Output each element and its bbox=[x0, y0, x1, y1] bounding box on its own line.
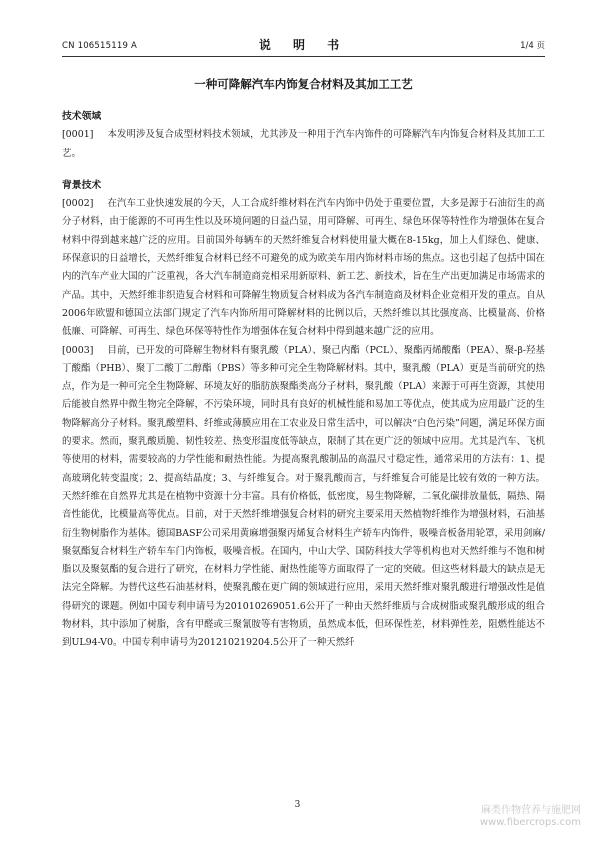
paragraph-text: 在汽车工业快速发展的今天，人工合成纤维材料在汽车内饰中仍处于重要位置，大多是源于石油衍生的高分子材料，由于能源的不可再生性以及环境问题的日益凸显，用可降解、可再生、绿色环保等特性作为增强体在复合材料中得到越来越广泛的应用。目前国外每辆车的天然纤维复合材料使用量大概在8-15kg，加上人们绿色、健康、环保意识的日益增长，天然纤维复合材料已经不可避免的成为欧美车用内饰材料市场的焦点。这也引起了包括中国在内的汽车产业大国的广泛重视，各大汽车制造商竞相采用新原料、新工艺、新技术，旨在生产出更加满足市场需求的产品。其中，天然纤维非织造复合材料和可降解生物质复合材料成为各汽车制造商及材料企业竞相开发的重点。自从2006年欧盟和德国立法部门规定了汽车内饰所用可降解材料的比例以后，天然纤维以其比强度高、比模量高、价格低廉、可降解、可再生、绿色环保等特性作为增强体在复合材料中得到越来越广泛的应用。 bbox=[62, 198, 545, 338]
watermark-line-1: 麻类作物营养与施肥网 bbox=[481, 805, 581, 816]
watermark-line-2: www.fibercrops.com bbox=[479, 817, 581, 828]
page-header bbox=[62, 34, 545, 57]
page-number: 3 bbox=[294, 800, 301, 810]
paragraph-text: 本发明涉及复合成型材料技术领域，尤其涉及一种用于汽车内饰件的可降解汽车内饰复合材料及其加工工艺。 bbox=[62, 129, 545, 159]
paragraph-number: [0001] bbox=[62, 129, 94, 141]
document-type: 说 明 书 bbox=[258, 38, 349, 52]
document-number: CN 106515119 A bbox=[62, 41, 137, 51]
section-heading-background: 背景技术 bbox=[62, 179, 102, 191]
paragraph-0002 bbox=[62, 195, 545, 341]
section-heading-tech-field: 技术领域 bbox=[62, 111, 102, 122]
paragraph-number: [0003] bbox=[62, 344, 94, 356]
document-body bbox=[62, 108, 545, 653]
paragraph-0003 bbox=[62, 342, 545, 653]
paragraph-number: [0002] bbox=[62, 198, 94, 210]
page-indicator: 1/4 页 bbox=[520, 41, 545, 51]
paragraph-text: 目前，已开发的可降解生物材料有聚乳酸（PLA）、聚己内酯（PCL）、聚酯丙烯酸酯（PEA）、聚-β-羟基丁酸酯（PHB）、聚丁二酸丁二醇酯（PBS）等多种可完全生物降解材料。其中，聚乳酸（PLA）更是当前研究的热点，作为是一种可完全生物降解、环境友好的脂肪族聚酯类高分子材料，聚乳酸（PLA）来源于可再生资源，其使用后能被自然界中微生物完全降解，不污染环境，同时具有良好的机械性能和易加工等优点，使其成为应用最广泛的生物降解高分子材料。聚乳酸塑料、纤维或薄膜应用在工农业及日常生活中，可以解决“白色污染”问题，满足环保方面的要求。然而，聚乳酸质脆、韧性较差、热变形温度低等缺点，限制了其在更广泛的领域中应用。尤其是汽车、飞机等使用的材料，需要较高的力学性能和耐热性能。为提高聚乳酸制品的高温尺寸稳定性，通常采用的方法有：1、提高玻璃化转变温度；2、提高结晶度；3、与纤维复合。对于聚乳酸而言，与纤维复合可能是比较有效的一种方法。天然纤维在自然界尤其是在植物中资源十分丰富。具有价格低，低密度，易生物降解，二氧化碳排放量低，隔热、隔音性能优，比模量高等优点。目前，对于天然纤维增强复合材料的研究主要采用天然植物纤维作为增强材料，石油基衍生物树脂作为基体。德国BASF公司采用黄麻增强聚丙烯复合材料生产轿车内饰件，吸噪音板备用轮罩，采用剑麻/聚氨酯复合材料生产轿车车门内饰板，吸噪音板。在国内，中山大学、国防科技大学等机构也对天然纤维与不饱和树脂以及聚氨酯的复合进行了研究，在材料力学性能、耐热性能等方面取得了一定的突破。但这些材料最大的缺点是无法完全降解。为替代这些石油基材料，使聚乳酸在更广阔的领域进行应用，采用天然纤维对聚乳酸进行增强改性是值得研究的课题。例如中国专利申请号为201010269051.6公开了一种由天然纤维质与合成树脂或聚乳酸形成的组合物材料，其中添加了树脂，含有甲醛或三聚氰胺等有害物质，虽然成本低，但环保性差，材料弹性差，阻燃性能达不到UL94-V0。中国专利申请号为201210219204.5公开了一种天然纤 bbox=[62, 344, 545, 649]
patent-title: 一种可降解汽车内饰复合材料及其加工工艺 bbox=[194, 77, 413, 91]
site-watermark bbox=[480, 805, 581, 829]
paragraph-0001 bbox=[62, 126, 545, 163]
